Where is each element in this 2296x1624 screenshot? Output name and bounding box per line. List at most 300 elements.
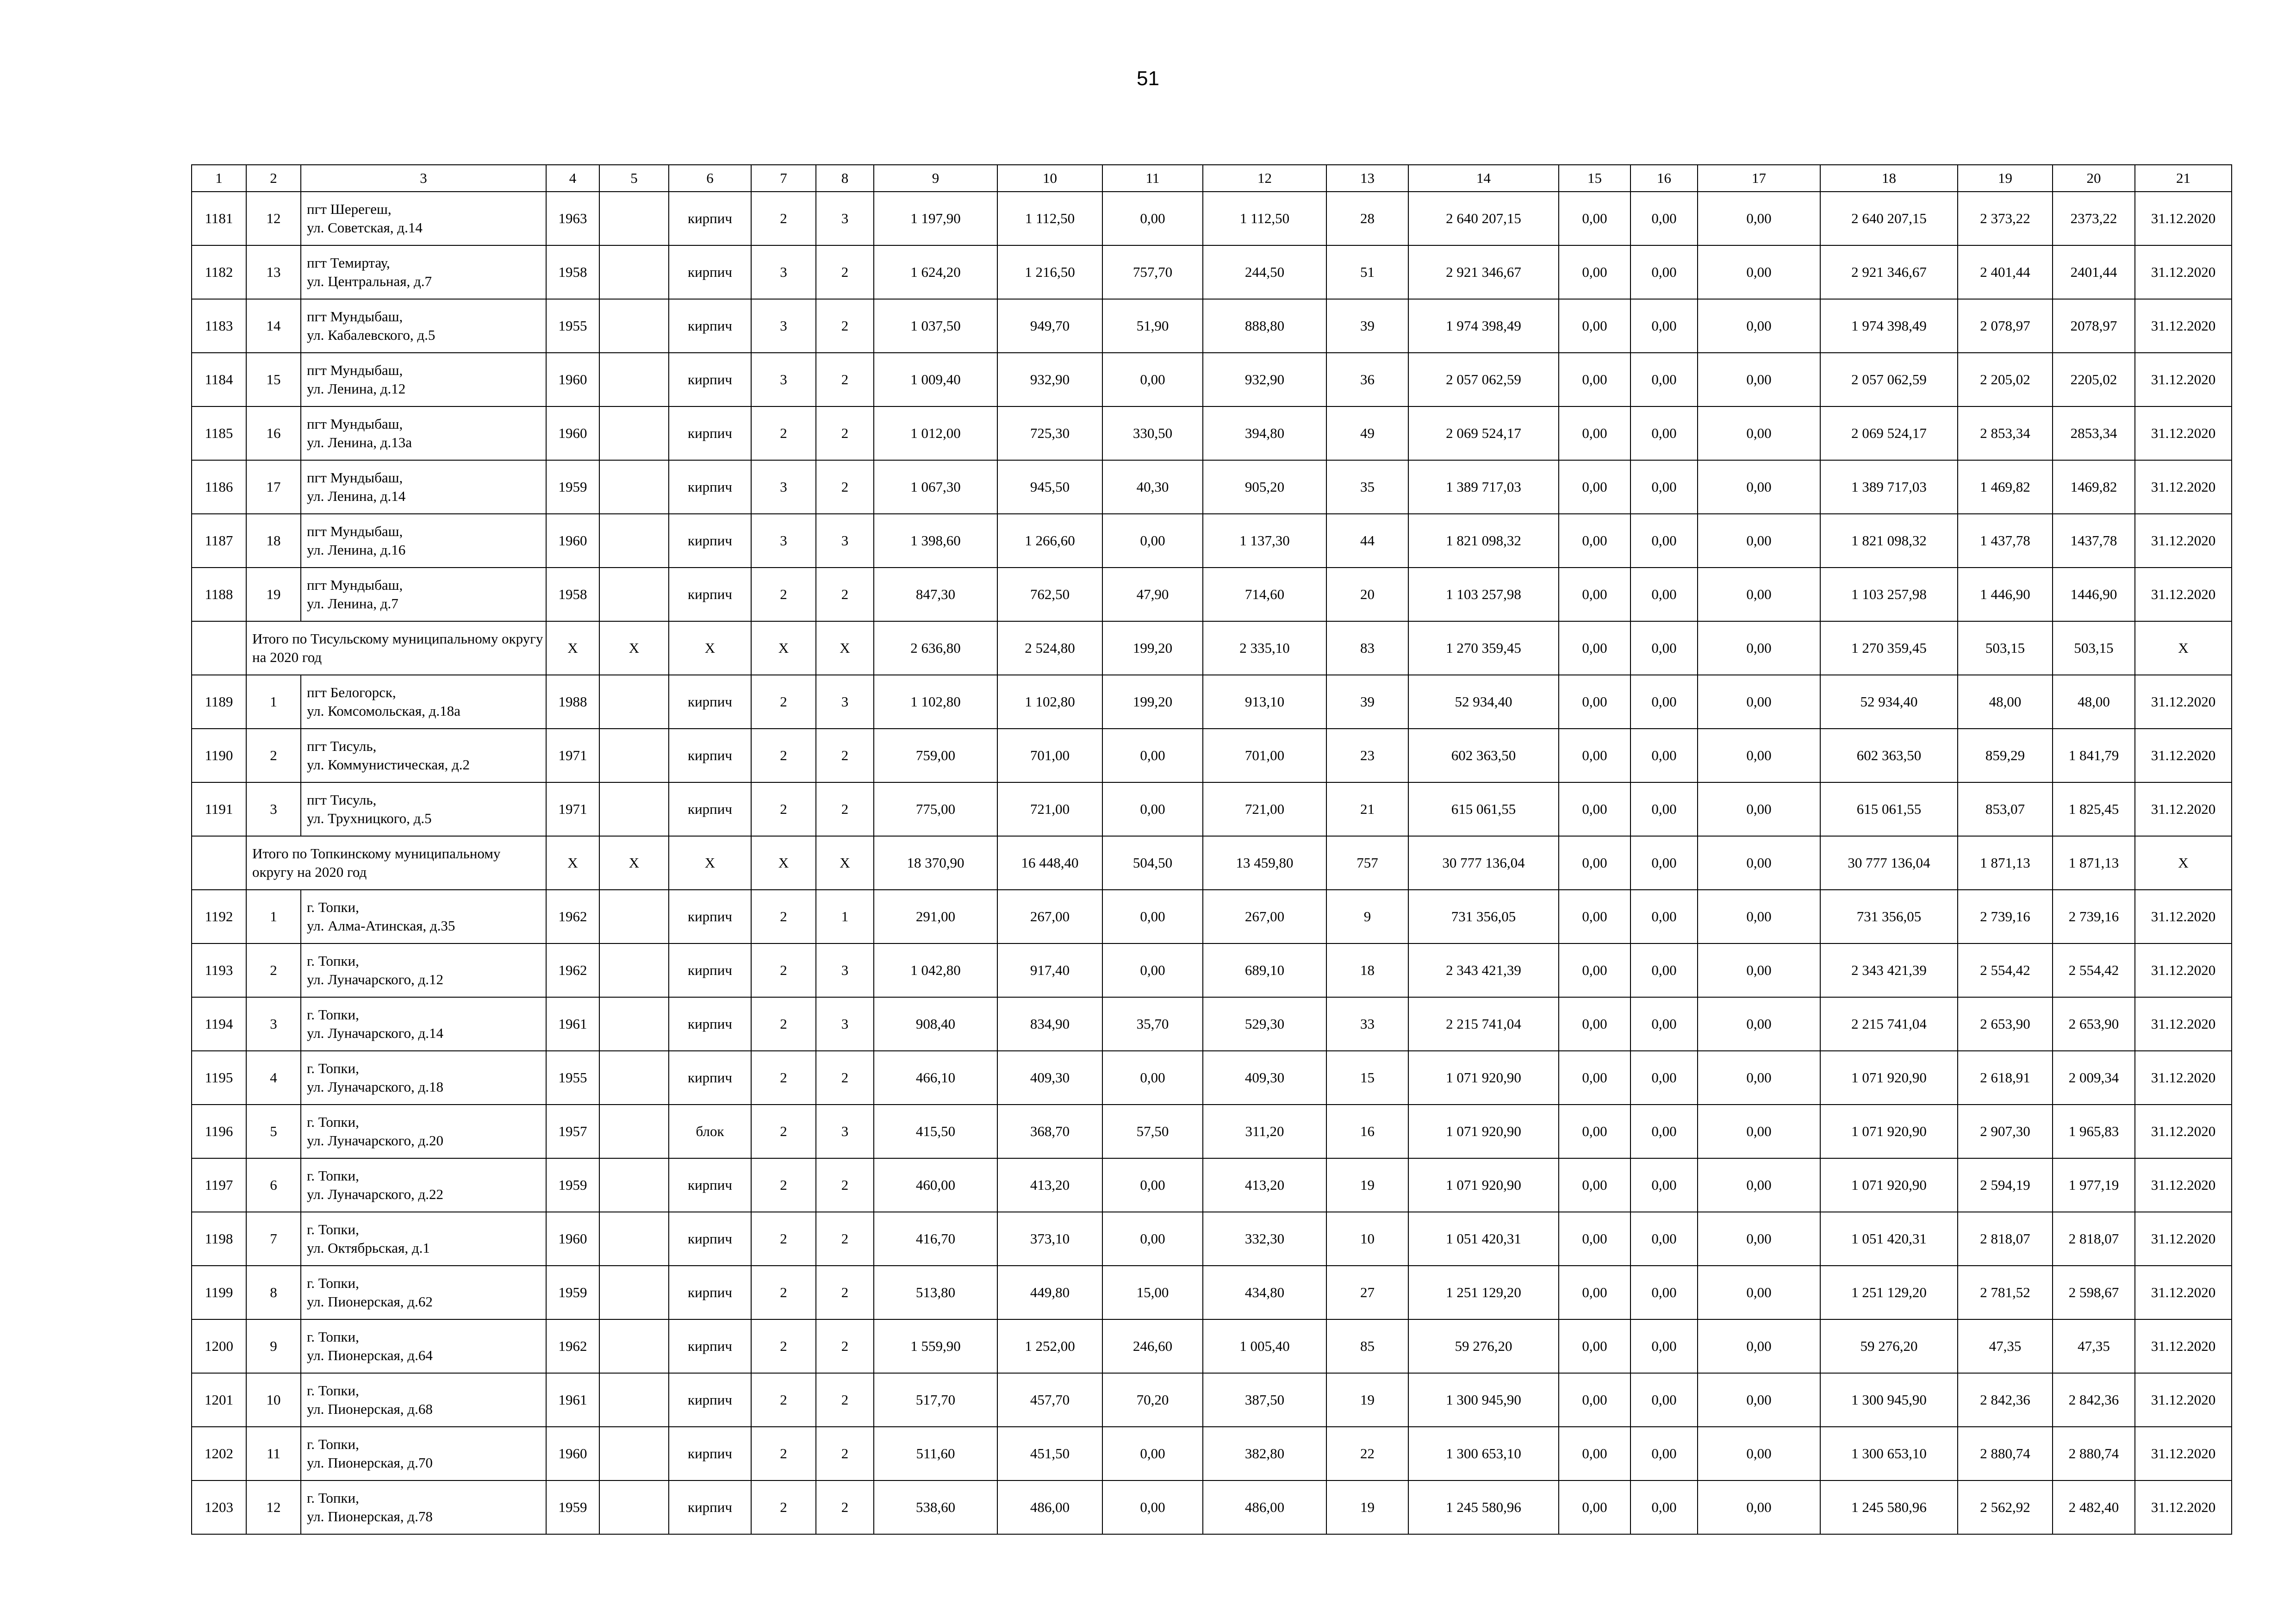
table-cell: 59 276,20 bbox=[1408, 1319, 1559, 1373]
table-cell bbox=[599, 245, 669, 299]
row-number-cell: 1188 bbox=[192, 568, 246, 621]
table-cell: 0,00 bbox=[1559, 460, 1630, 514]
address-street: ул. Ленина, д.7 bbox=[307, 595, 398, 612]
row-number-cell: 1187 bbox=[192, 514, 246, 568]
table-cell: 413,20 bbox=[997, 1158, 1102, 1212]
table-cell: 0,00 bbox=[1102, 943, 1203, 997]
table-cell: 1 071 920,90 bbox=[1408, 1105, 1559, 1158]
table-cell: 0,00 bbox=[1698, 1212, 1820, 1266]
table-cell: 0,00 bbox=[1559, 192, 1630, 245]
table-cell: 2 bbox=[751, 1105, 816, 1158]
table-cell: 3 bbox=[751, 353, 816, 406]
row-number-cell: 1189 bbox=[192, 675, 246, 729]
table-cell: 0,00 bbox=[1559, 514, 1630, 568]
table-cell: 1 300 945,90 bbox=[1408, 1373, 1559, 1427]
table-cell: 2 921 346,67 bbox=[1820, 245, 1958, 299]
table-cell: 0,00 bbox=[1698, 1158, 1820, 1212]
row-number-cell: 1186 bbox=[192, 460, 246, 514]
table-cell: 762,50 bbox=[997, 568, 1102, 621]
table-cell: 3 bbox=[751, 460, 816, 514]
address-locality: пгт Тисуль, bbox=[307, 738, 377, 754]
address-locality: г. Топки, bbox=[307, 1114, 359, 1130]
table-cell: 9 bbox=[1326, 890, 1408, 943]
table-cell: 2 781,52 bbox=[1958, 1266, 2053, 1319]
table-cell: 1 270 359,45 bbox=[1408, 621, 1559, 675]
sub-number-cell: 9 bbox=[246, 1319, 301, 1373]
table-cell: 0,00 bbox=[1630, 1105, 1698, 1158]
table-cell: 0,00 bbox=[1559, 1051, 1630, 1105]
address-street: ул. Центральная, д.7 bbox=[307, 273, 432, 289]
table-cell: X bbox=[751, 621, 816, 675]
table-cell: 36 bbox=[1326, 353, 1408, 406]
address-cell bbox=[301, 782, 546, 836]
table-cell: 2205,02 bbox=[2053, 353, 2135, 406]
table-cell: 0,00 bbox=[1559, 621, 1630, 675]
table-cell: 0,00 bbox=[1698, 997, 1820, 1051]
table-row bbox=[192, 299, 2232, 353]
table-cell: 615 061,55 bbox=[1408, 782, 1559, 836]
table-cell: 1 012,00 bbox=[874, 406, 997, 460]
table-cell: 1 977,19 bbox=[2053, 1158, 2135, 1212]
address-cell bbox=[301, 997, 546, 1051]
table-cell: 1959 bbox=[546, 1480, 599, 1534]
table-cell: 0,00 bbox=[1630, 1212, 1698, 1266]
table-cell: 0,00 bbox=[1559, 568, 1630, 621]
table-cell: 0,00 bbox=[1102, 782, 1203, 836]
table-cell: 2 078,97 bbox=[1958, 299, 2053, 353]
table-cell: 0,00 bbox=[1559, 1427, 1630, 1480]
summary-label: Итого по Тисульскому муниципальному округу на 2020 год bbox=[246, 621, 546, 675]
sub-number-cell: 1 bbox=[246, 675, 301, 729]
table-cell: 39 bbox=[1326, 675, 1408, 729]
table-cell: 0,00 bbox=[1630, 675, 1698, 729]
row-number-cell: 1200 bbox=[192, 1319, 246, 1373]
table-row bbox=[192, 406, 2232, 460]
table-cell: 31.12.2020 bbox=[2135, 245, 2232, 299]
table-cell: 2 009,34 bbox=[2053, 1051, 2135, 1105]
address-street: ул. Ленина, д.14 bbox=[307, 488, 406, 504]
table-cell: 1959 bbox=[546, 460, 599, 514]
table-cell: 0,00 bbox=[1698, 245, 1820, 299]
table-cell: 0,00 bbox=[1698, 890, 1820, 943]
table-cell: 689,10 bbox=[1203, 943, 1326, 997]
row-number-cell: 1201 bbox=[192, 1373, 246, 1427]
table-cell: 1 821 098,32 bbox=[1820, 514, 1958, 568]
table-cell: 2 bbox=[751, 406, 816, 460]
table-cell: 31.12.2020 bbox=[2135, 460, 2232, 514]
table-row bbox=[192, 675, 2232, 729]
table-cell: 1 821 098,32 bbox=[1408, 514, 1559, 568]
table-cell: 2 907,30 bbox=[1958, 1105, 2053, 1158]
table-cell: 291,00 bbox=[874, 890, 997, 943]
column-header: 13 bbox=[1326, 165, 1408, 192]
table-cell: 1 559,90 bbox=[874, 1319, 997, 1373]
table-cell: 0,00 bbox=[1698, 621, 1820, 675]
table-cell: 731 356,05 bbox=[1408, 890, 1559, 943]
address-cell bbox=[301, 943, 546, 997]
table-cell: 0,00 bbox=[1559, 1266, 1630, 1319]
table-cell: 267,00 bbox=[997, 890, 1102, 943]
table-cell: 486,00 bbox=[997, 1480, 1102, 1534]
table-cell: 1963 bbox=[546, 192, 599, 245]
table-cell: 757,70 bbox=[1102, 245, 1203, 299]
address-cell bbox=[301, 1480, 546, 1534]
table-cell: 0,00 bbox=[1630, 406, 1698, 460]
table-row bbox=[192, 729, 2232, 782]
address-street: ул. Ленина, д.16 bbox=[307, 542, 406, 558]
table-cell: 2 618,91 bbox=[1958, 1051, 2053, 1105]
table-cell: кирпич bbox=[669, 245, 751, 299]
table-cell: 31.12.2020 bbox=[2135, 1373, 2232, 1427]
sub-number-cell: 13 bbox=[246, 245, 301, 299]
table-cell: 2 bbox=[751, 782, 816, 836]
table-cell: 3 bbox=[751, 299, 816, 353]
table-cell: 0,00 bbox=[1630, 997, 1698, 1051]
table-cell: 10 bbox=[1326, 1212, 1408, 1266]
table-cell: 1960 bbox=[546, 353, 599, 406]
table-cell: 1960 bbox=[546, 1212, 599, 1266]
table-cell: 1 216,50 bbox=[997, 245, 1102, 299]
table-row bbox=[192, 460, 2232, 514]
table-cell: 1 300 653,10 bbox=[1408, 1427, 1559, 1480]
table-cell: 2 bbox=[751, 1373, 816, 1427]
table-row bbox=[192, 1051, 2232, 1105]
row-number-cell: 1193 bbox=[192, 943, 246, 997]
table-cell: 44 bbox=[1326, 514, 1408, 568]
table-cell: 1 251 129,20 bbox=[1408, 1266, 1559, 1319]
table-cell: 701,00 bbox=[997, 729, 1102, 782]
address-cell bbox=[301, 406, 546, 460]
table-cell: 1960 bbox=[546, 406, 599, 460]
empty-cell bbox=[192, 621, 246, 675]
table-row bbox=[192, 1427, 2232, 1480]
table-cell: 51,90 bbox=[1102, 299, 1203, 353]
table-cell bbox=[599, 943, 669, 997]
table-cell: 1958 bbox=[546, 245, 599, 299]
sub-number-cell: 16 bbox=[246, 406, 301, 460]
table-cell: 1 270 359,45 bbox=[1820, 621, 1958, 675]
table-cell: 2 bbox=[751, 1480, 816, 1534]
table-cell: 47,35 bbox=[2053, 1319, 2135, 1373]
address-locality: г. Топки, bbox=[307, 1382, 359, 1399]
table-cell: 0,00 bbox=[1630, 782, 1698, 836]
table-cell: 2 818,07 bbox=[2053, 1212, 2135, 1266]
table-cell: 70,20 bbox=[1102, 1373, 1203, 1427]
table-cell: 1 841,79 bbox=[2053, 729, 2135, 782]
table-cell: 31.12.2020 bbox=[2135, 675, 2232, 729]
table-cell: 0,00 bbox=[1559, 406, 1630, 460]
table-cell: 35,70 bbox=[1102, 997, 1203, 1051]
table-cell: 1 005,40 bbox=[1203, 1319, 1326, 1373]
sub-number-cell: 18 bbox=[246, 514, 301, 568]
table-cell: 503,15 bbox=[1958, 621, 2053, 675]
table-cell: 847,30 bbox=[874, 568, 997, 621]
table-cell: 2 bbox=[751, 943, 816, 997]
column-header: 15 bbox=[1559, 165, 1630, 192]
table-cell: кирпич bbox=[669, 675, 751, 729]
table-cell: 1 437,78 bbox=[1958, 514, 2053, 568]
table-cell: 2 069 524,17 bbox=[1408, 406, 1559, 460]
table-cell: 2 482,40 bbox=[2053, 1480, 2135, 1534]
table-cell: 513,80 bbox=[874, 1266, 997, 1319]
address-cell bbox=[301, 1105, 546, 1158]
table-cell: 460,00 bbox=[874, 1158, 997, 1212]
table-cell bbox=[599, 1427, 669, 1480]
table-cell: 409,30 bbox=[1203, 1051, 1326, 1105]
table-cell: кирпич bbox=[669, 1373, 751, 1427]
table-cell: 47,90 bbox=[1102, 568, 1203, 621]
table-cell: X bbox=[546, 621, 599, 675]
table-cell: 0,00 bbox=[1102, 890, 1203, 943]
column-header: 16 bbox=[1630, 165, 1698, 192]
table-cell: 1 bbox=[816, 890, 874, 943]
address-street: ул. Пионерская, д.78 bbox=[307, 1508, 433, 1524]
table-cell: 2 bbox=[751, 997, 816, 1051]
row-number-cell: 1195 bbox=[192, 1051, 246, 1105]
table-cell: 449,80 bbox=[997, 1266, 1102, 1319]
table-cell: 1 051 420,31 bbox=[1408, 1212, 1559, 1266]
address-street: ул. Коммунистическая, д.2 bbox=[307, 756, 470, 773]
row-number-cell: 1202 bbox=[192, 1427, 246, 1480]
table-cell: 30 777 136,04 bbox=[1820, 836, 1958, 890]
table-cell: 2 554,42 bbox=[1958, 943, 2053, 997]
address-locality: г. Топки, bbox=[307, 899, 359, 915]
table-cell: 416,70 bbox=[874, 1212, 997, 1266]
table-cell: 0,00 bbox=[1698, 1427, 1820, 1480]
address-locality: г. Топки, bbox=[307, 1436, 359, 1452]
table-cell: 373,10 bbox=[997, 1212, 1102, 1266]
sub-number-cell: 2 bbox=[246, 943, 301, 997]
address-cell bbox=[301, 353, 546, 406]
table-cell bbox=[599, 1373, 669, 1427]
table-cell: 1 071 920,90 bbox=[1820, 1158, 1958, 1212]
address-locality: г. Топки, bbox=[307, 1006, 359, 1023]
table-cell bbox=[599, 729, 669, 782]
table-cell: 1 245 580,96 bbox=[1820, 1480, 1958, 1534]
table-cell: 2 524,80 bbox=[997, 621, 1102, 675]
table-cell: 0,00 bbox=[1630, 245, 1698, 299]
table-cell: 83 bbox=[1326, 621, 1408, 675]
table-cell: 246,60 bbox=[1102, 1319, 1203, 1373]
table-cell: 31.12.2020 bbox=[2135, 1427, 2232, 1480]
table-cell: кирпич bbox=[669, 729, 751, 782]
address-cell bbox=[301, 1158, 546, 1212]
table-cell: 0,00 bbox=[1102, 729, 1203, 782]
table-cell: 2 bbox=[816, 299, 874, 353]
address-street: ул. Пионерская, д.64 bbox=[307, 1347, 433, 1363]
table-cell: 517,70 bbox=[874, 1373, 997, 1427]
table-cell: X bbox=[751, 836, 816, 890]
table-cell: 1 112,50 bbox=[1203, 192, 1326, 245]
table-cell: 332,30 bbox=[1203, 1212, 1326, 1266]
table-cell bbox=[599, 514, 669, 568]
table-cell: кирпич bbox=[669, 1480, 751, 1534]
sub-number-cell: 12 bbox=[246, 192, 301, 245]
table-cell: 330,50 bbox=[1102, 406, 1203, 460]
table-cell: 1446,90 bbox=[2053, 568, 2135, 621]
table-cell: 244,50 bbox=[1203, 245, 1326, 299]
table-cell: 0,00 bbox=[1630, 1480, 1698, 1534]
table-cell: 615 061,55 bbox=[1820, 782, 1958, 836]
table-cell bbox=[599, 890, 669, 943]
table-cell: 0,00 bbox=[1630, 460, 1698, 514]
table-cell: 0,00 bbox=[1102, 192, 1203, 245]
table-cell: 2 598,67 bbox=[2053, 1266, 2135, 1319]
table-cell: 0,00 bbox=[1698, 299, 1820, 353]
table-cell: 503,15 bbox=[2053, 621, 2135, 675]
table-cell: 0,00 bbox=[1630, 192, 1698, 245]
table-cell: 16 448,40 bbox=[997, 836, 1102, 890]
table-cell: 0,00 bbox=[1559, 997, 1630, 1051]
column-header: 4 bbox=[546, 165, 599, 192]
table-cell: 394,80 bbox=[1203, 406, 1326, 460]
table-cell: 2 057 062,59 bbox=[1408, 353, 1559, 406]
table-cell: 1962 bbox=[546, 943, 599, 997]
table-cell: 28 bbox=[1326, 192, 1408, 245]
table-cell: 1 389 717,03 bbox=[1408, 460, 1559, 514]
table-cell: 51 bbox=[1326, 245, 1408, 299]
table-cell: 1961 bbox=[546, 1373, 599, 1427]
table-cell: 0,00 bbox=[1102, 353, 1203, 406]
table-cell: 267,00 bbox=[1203, 890, 1326, 943]
address-cell bbox=[301, 568, 546, 621]
table-cell: 0,00 bbox=[1559, 353, 1630, 406]
housing-registry-table bbox=[191, 164, 2232, 1535]
table-cell: 2 bbox=[816, 406, 874, 460]
table-cell: 1 103 257,98 bbox=[1820, 568, 1958, 621]
table-cell: 2 bbox=[751, 1427, 816, 1480]
table-cell: 1 071 920,90 bbox=[1408, 1051, 1559, 1105]
table-cell: 949,70 bbox=[997, 299, 1102, 353]
table-cell: 39 bbox=[1326, 299, 1408, 353]
table-cell: 451,50 bbox=[997, 1427, 1102, 1480]
table-cell: 602 363,50 bbox=[1820, 729, 1958, 782]
table-cell: 33 bbox=[1326, 997, 1408, 1051]
table-cell: 853,07 bbox=[1958, 782, 2053, 836]
table-cell: 57,50 bbox=[1102, 1105, 1203, 1158]
address-cell bbox=[301, 890, 546, 943]
table-cell bbox=[599, 1051, 669, 1105]
table-row bbox=[192, 1158, 2232, 1212]
row-number-cell: 1203 bbox=[192, 1480, 246, 1534]
table-cell: 31.12.2020 bbox=[2135, 1051, 2232, 1105]
row-number-cell: 1181 bbox=[192, 192, 246, 245]
address-street: ул. Луначарского, д.14 bbox=[307, 1025, 444, 1041]
table-cell: 19 bbox=[1326, 1480, 1408, 1534]
table-cell: 1 009,40 bbox=[874, 353, 997, 406]
table-cell: 40,30 bbox=[1102, 460, 1203, 514]
table-cell: 2 bbox=[751, 729, 816, 782]
table-cell: 2 bbox=[751, 1319, 816, 1373]
table-cell: 199,20 bbox=[1102, 675, 1203, 729]
sub-number-cell: 10 bbox=[246, 1373, 301, 1427]
table-cell: 0,00 bbox=[1559, 836, 1630, 890]
table-cell: 1 137,30 bbox=[1203, 514, 1326, 568]
table-cell: 3 bbox=[751, 514, 816, 568]
table-cell: кирпич bbox=[669, 1427, 751, 1480]
column-header: 11 bbox=[1102, 165, 1203, 192]
sub-number-cell: 8 bbox=[246, 1266, 301, 1319]
address-street: ул. Октябрьская, д.1 bbox=[307, 1240, 430, 1256]
column-header: 5 bbox=[599, 165, 669, 192]
table-cell: 731 356,05 bbox=[1820, 890, 1958, 943]
sub-number-cell: 7 bbox=[246, 1212, 301, 1266]
summary-row bbox=[192, 836, 2232, 890]
table-cell: 457,70 bbox=[997, 1373, 1102, 1427]
address-locality: пгт Тисуль, bbox=[307, 792, 377, 808]
table-cell: 31.12.2020 bbox=[2135, 1105, 2232, 1158]
table-cell: 1957 bbox=[546, 1105, 599, 1158]
table-cell: 49 bbox=[1326, 406, 1408, 460]
address-cell bbox=[301, 245, 546, 299]
row-number-cell: 1194 bbox=[192, 997, 246, 1051]
table-cell bbox=[599, 460, 669, 514]
row-number-cell: 1198 bbox=[192, 1212, 246, 1266]
table-cell: 3 bbox=[816, 1105, 874, 1158]
table-cell: 0,00 bbox=[1102, 1212, 1203, 1266]
table-cell: 21 bbox=[1326, 782, 1408, 836]
table-cell: 2 bbox=[816, 460, 874, 514]
sub-number-cell: 12 bbox=[246, 1480, 301, 1534]
column-header: 10 bbox=[997, 165, 1102, 192]
table-cell: 486,00 bbox=[1203, 1480, 1326, 1534]
table-cell: 2 335,10 bbox=[1203, 621, 1326, 675]
sub-number-cell: 6 bbox=[246, 1158, 301, 1212]
table-cell: 0,00 bbox=[1698, 1266, 1820, 1319]
row-number-cell: 1196 bbox=[192, 1105, 246, 1158]
table-cell: 917,40 bbox=[997, 943, 1102, 997]
address-locality: пгт Шерегеш, bbox=[307, 201, 392, 217]
table-cell: 466,10 bbox=[874, 1051, 997, 1105]
table-cell: 2401,44 bbox=[2053, 245, 2135, 299]
table-cell: 859,29 bbox=[1958, 729, 2053, 782]
table-cell: 434,80 bbox=[1203, 1266, 1326, 1319]
table-cell: 2 853,34 bbox=[1958, 406, 2053, 460]
address-street: ул. Комсомольская, д.18а bbox=[307, 703, 460, 719]
table-cell: 0,00 bbox=[1698, 943, 1820, 997]
table-cell: 1 871,13 bbox=[1958, 836, 2053, 890]
column-header: 12 bbox=[1203, 165, 1326, 192]
table-cell: 3 bbox=[816, 514, 874, 568]
table-cell: 2 bbox=[816, 1319, 874, 1373]
table-cell: 945,50 bbox=[997, 460, 1102, 514]
table-row bbox=[192, 353, 2232, 406]
table-cell: 31.12.2020 bbox=[2135, 782, 2232, 836]
table-cell: кирпич bbox=[669, 460, 751, 514]
table-cell: 0,00 bbox=[1698, 568, 1820, 621]
table-cell: 1 245 580,96 bbox=[1408, 1480, 1559, 1534]
table-cell: 2 205,02 bbox=[1958, 353, 2053, 406]
table-cell: 725,30 bbox=[997, 406, 1102, 460]
table-cell: 47,35 bbox=[1958, 1319, 2053, 1373]
table-cell: 1960 bbox=[546, 1427, 599, 1480]
table-cell: 1 102,80 bbox=[997, 675, 1102, 729]
table-cell: 23 bbox=[1326, 729, 1408, 782]
address-locality: г. Топки, bbox=[307, 1490, 359, 1506]
table-cell: 0,00 bbox=[1559, 890, 1630, 943]
address-street: ул. Ленина, д.13а bbox=[307, 434, 412, 450]
table-cell: 2373,22 bbox=[2053, 192, 2135, 245]
table-cell: 2 bbox=[751, 192, 816, 245]
address-cell bbox=[301, 675, 546, 729]
table-cell: X bbox=[2135, 836, 2232, 890]
table-cell: 775,00 bbox=[874, 782, 997, 836]
table-cell: 2 640 207,15 bbox=[1820, 192, 1958, 245]
address-locality: пгт Мундыбаш, bbox=[307, 523, 403, 539]
sub-number-cell: 3 bbox=[246, 997, 301, 1051]
table-cell: 31.12.2020 bbox=[2135, 514, 2232, 568]
table-cell: 368,70 bbox=[997, 1105, 1102, 1158]
